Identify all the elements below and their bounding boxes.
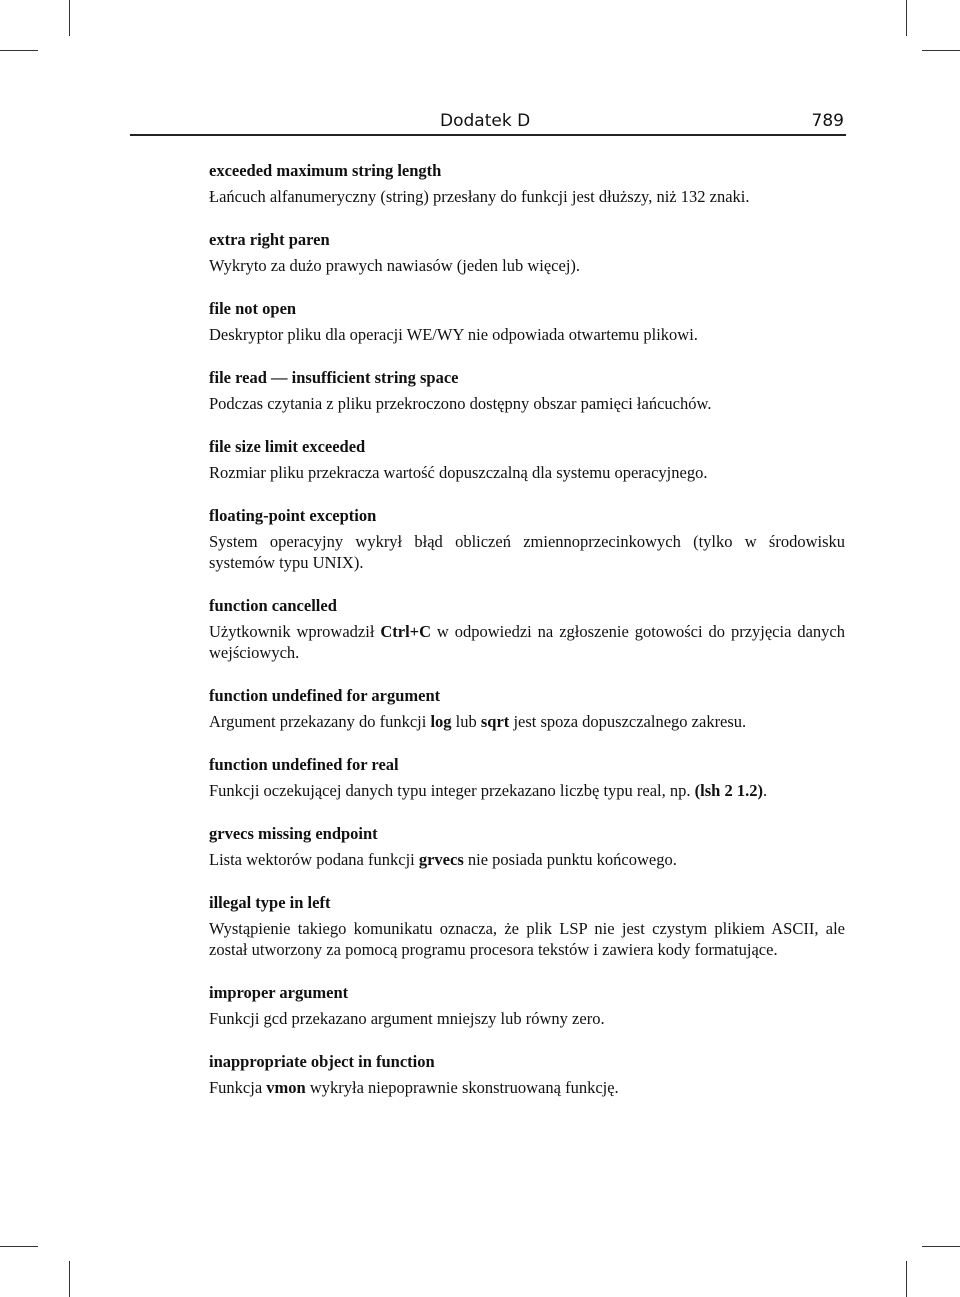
error-entry (209, 505, 845, 573)
code-keyword: sqrt (480, 712, 510, 731)
crop-mark-top-left-h (0, 50, 38, 51)
crop-mark-bottom-left-v (69, 1261, 70, 1297)
section-title: Dodatek D (440, 111, 531, 131)
error-entry (209, 685, 845, 732)
crop-mark-top-right-h (922, 50, 960, 51)
description-text: Deskryptor pliku dla operacji WE/WY nie odpowiada otwartemu plikowi. (209, 325, 698, 344)
description-text: Użytkownik wprowadził (209, 622, 381, 641)
error-entry (209, 982, 845, 1029)
crop-mark-bottom-right-v (906, 1261, 907, 1297)
error-term: floating-point exception (209, 506, 377, 525)
error-description (209, 324, 845, 345)
error-entry (209, 436, 845, 483)
error-term: extra right paren (209, 230, 330, 249)
error-description (209, 255, 845, 276)
error-entry (209, 823, 845, 870)
code-keyword: (lsh 2 1.2) (694, 781, 763, 800)
page-number: 789 (811, 111, 844, 131)
error-term: grvecs missing endpoint (209, 824, 378, 843)
error-description (209, 1077, 845, 1098)
description-text: System operacyjny wykrył błąd obliczeń zmiennoprzecinkowych (tylko w środowisku systemów typu UNIX). (209, 532, 845, 572)
error-description (209, 393, 845, 414)
error-entry (209, 1051, 845, 1098)
code-keyword: Ctrl+C (380, 622, 431, 641)
crop-mark-bottom-right-h (922, 1246, 960, 1247)
description-text: Argument przekazany do funkcji (209, 712, 431, 731)
description-text: Funkcja (209, 1078, 267, 1097)
description-text: wykryła niepoprawnie skonstruowaną funkcję. (305, 1078, 619, 1097)
page-header (130, 108, 846, 136)
error-term: inappropriate object in function (209, 1052, 435, 1071)
error-term: function undefined for real (209, 755, 399, 774)
error-entry (209, 298, 845, 345)
error-term: function cancelled (209, 596, 337, 615)
description-text: Rozmiar pliku przekracza wartość dopuszczalną dla systemu operacyjnego. (209, 463, 708, 482)
error-description (209, 918, 845, 960)
error-description (209, 780, 845, 801)
description-text: jest spoza dopuszczalnego zakresu. (509, 712, 747, 731)
error-entry (209, 595, 845, 663)
error-term: file not open (209, 299, 297, 318)
error-term: function undefined for argument (209, 686, 441, 705)
error-message-list (209, 160, 845, 1120)
error-description (209, 849, 845, 870)
code-keyword: grvecs (418, 850, 464, 869)
error-term: file size limit exceeded (209, 437, 366, 456)
error-term: file read — insufficient string space (209, 368, 459, 387)
error-description (209, 531, 845, 573)
error-term: exceeded maximum string length (209, 161, 442, 180)
error-entry (209, 367, 845, 414)
code-keyword: log (430, 712, 452, 731)
error-entry (209, 892, 845, 960)
code-keyword: vmon (266, 1078, 306, 1097)
description-text: Wystąpienie takiego komunikatu oznacza, że plik LSP nie jest czystym plikiem ASCII, ale został utworzony za pomocą programu procesora tekstów i zawiera kody formatujące. (209, 919, 845, 959)
description-text: w odpowiedzi na zgłoszenie gotowości do przyjęcia danych wejściowych. (209, 622, 845, 662)
crop-mark-bottom-left-h (0, 1246, 38, 1247)
description-text: Wykryto za dużo prawych nawiasów (jeden lub więcej). (209, 256, 581, 275)
error-entry (209, 229, 845, 276)
error-description (209, 1008, 845, 1029)
error-description (209, 621, 845, 663)
description-text: Podczas czytania z pliku przekroczono dostępny obszar pamięci łańcuchów. (209, 394, 712, 413)
error-term: improper argument (209, 983, 349, 1002)
description-text: Funkcji gcd przekazano argument mniejszy lub równy zero. (209, 1009, 605, 1028)
description-text: Łańcuch alfanumeryczny (string) przesłany do funkcji jest dłuższy, niż 132 znaki. (209, 187, 750, 206)
error-entry (209, 754, 845, 801)
error-term: illegal type in left (209, 893, 331, 912)
error-entry (209, 160, 845, 207)
description-text: nie posiada punktu końcowego. (463, 850, 677, 869)
error-description (209, 711, 845, 732)
description-text: lub (451, 712, 481, 731)
error-description (209, 462, 845, 483)
error-description (209, 186, 845, 207)
description-text: . (762, 781, 768, 800)
description-text: Lista wektorów podana funkcji (209, 850, 419, 869)
crop-mark-top-left-v (69, 0, 70, 36)
crop-mark-top-right-v (906, 0, 907, 36)
description-text: Funkcji oczekującej danych typu integer przekazano liczbę typu real, np. (209, 781, 695, 800)
